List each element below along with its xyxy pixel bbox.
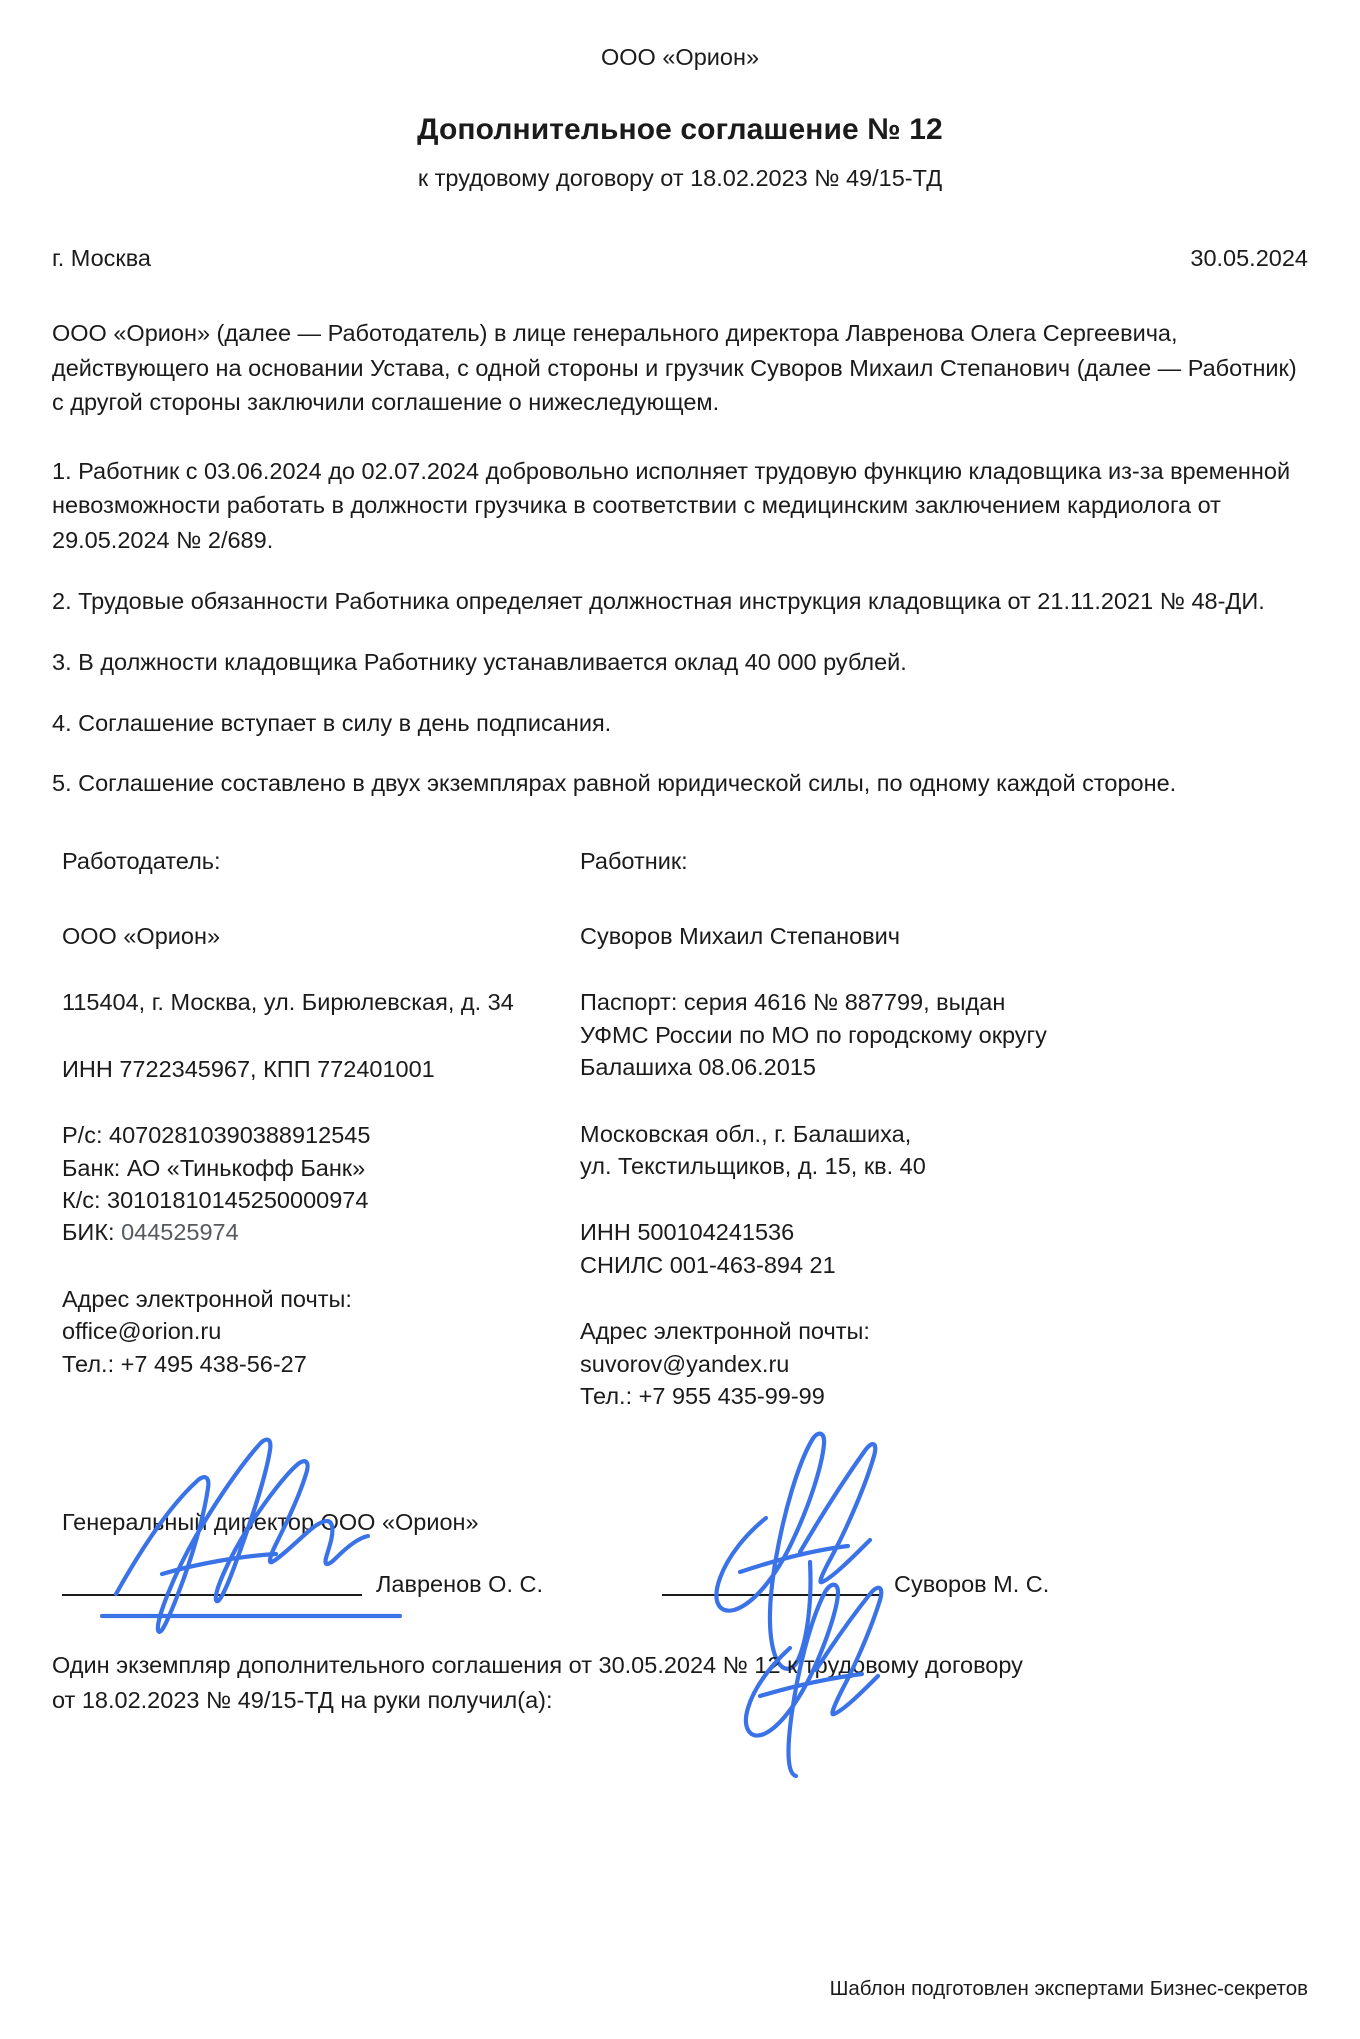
footer-note: Шаблон подготовлен экспертами Бизнес-секретов bbox=[829, 1977, 1308, 2000]
employee-full-name: Суворов Михаил Степанович bbox=[580, 922, 901, 949]
employer-contacts bbox=[62, 1283, 572, 1380]
employee-heading: Работник: bbox=[580, 848, 688, 875]
document-date: 30.05.2024 bbox=[1190, 245, 1308, 272]
employer-requisites-column bbox=[52, 846, 572, 1446]
bank-account-value: 40702810390388912545 bbox=[109, 1122, 371, 1149]
employee-inn: ИНН 500104241536 bbox=[580, 1219, 795, 1246]
corr-account-line bbox=[62, 1184, 572, 1216]
preamble-paragraph: ООО «Орион» (далее — Работодатель) в лице генерального директора Лавренова Олега Сергеевича, действующего на основании Устава, с одной стороны и грузчик Суворов Михаил Степанович (далее — Работник) с другой стороны заключили соглашение о нижеследующем. bbox=[52, 320, 1297, 415]
receipt-paragraph bbox=[52, 1648, 1308, 1717]
employee-requisites-column bbox=[572, 846, 1212, 1446]
passport-line-1: Паспорт: серия 4616 № 887799, выдан bbox=[580, 989, 1006, 1016]
bank-name-value: АО «Тинькофф Банк» bbox=[126, 1154, 366, 1181]
employee-ids bbox=[580, 1216, 1212, 1281]
clause-3: 3. В должности кладовщика Работнику устанавливается оклад 40 000 рублей. bbox=[52, 649, 907, 676]
employee-signature-slot[interactable] bbox=[662, 1564, 1049, 1596]
clause-4: 4. Соглашение вступает в силу в день подписания. bbox=[52, 709, 612, 736]
employer-tax-ids: ИНН 7722345967, КПП 772401001 bbox=[62, 1055, 435, 1082]
employee-signature-ink-icon bbox=[680, 1422, 930, 1682]
employee-address-line-1: Московская обл., г. Балашиха, bbox=[580, 1120, 912, 1147]
employee-signature-line[interactable] bbox=[662, 1564, 880, 1596]
employer-bank-details bbox=[62, 1119, 572, 1249]
employer-address: 115404, г. Москва, ул. Бирюлевская, д. 34 bbox=[62, 989, 514, 1016]
employee-snils: СНИЛС 001-463-894 21 bbox=[580, 1251, 836, 1278]
bank-account-line bbox=[62, 1119, 572, 1151]
employee-address bbox=[580, 1118, 1212, 1183]
employee-email-value: suvorov@yandex.ru bbox=[580, 1350, 790, 1377]
requisites-section bbox=[52, 846, 1308, 1446]
document-subtitle: к трудовому договору от 18.02.2023 № 49/15-ТД bbox=[417, 164, 943, 191]
employee-passport bbox=[580, 986, 1212, 1083]
clause-5: 5. Соглашение составлено в двух экземплярах равной юридической силы, по одному каждой стороне. bbox=[52, 769, 1177, 796]
place-and-date-row bbox=[52, 245, 1308, 272]
employer-email-value: office@orion.ru bbox=[62, 1318, 222, 1345]
receipt-line-1: Один экземпляр дополнительного соглашения от 30.05.2024 № 12 к трудовому договору bbox=[52, 1652, 1023, 1679]
signature-section bbox=[52, 1507, 1308, 1597]
employer-signature-slot[interactable] bbox=[62, 1564, 662, 1596]
corr-account-value: 30101810145250000974 bbox=[107, 1187, 369, 1214]
employer-signer-name: Лавренов О. С. bbox=[376, 1570, 544, 1597]
clause-2: 2. Трудовые обязанности Работника определяет должностная инструкция кладовщика от 21.11.2021 № 48-ДИ. bbox=[52, 588, 1265, 615]
bank-name-line bbox=[62, 1152, 572, 1184]
bank-account-label: Р/с: bbox=[62, 1122, 103, 1149]
receipt-line-2: от 18.02.2023 № 49/15-ТД на руки получил(а): bbox=[52, 1686, 553, 1713]
employer-name: ООО «Орион» bbox=[62, 922, 221, 949]
bic-value: 044525974 bbox=[121, 1219, 239, 1246]
city-label: г. Москва bbox=[52, 245, 151, 272]
page-title: Дополнительное соглашение № 12 bbox=[417, 112, 943, 146]
bank-name-label: Банк: bbox=[62, 1154, 121, 1181]
employer-heading: Работодатель: bbox=[62, 848, 221, 875]
passport-line-3: Балашиха 08.06.2015 bbox=[580, 1054, 816, 1081]
signature-row bbox=[62, 1564, 1308, 1596]
organization-name: ООО «Орион» bbox=[600, 44, 760, 70]
employee-contacts bbox=[580, 1315, 1212, 1412]
bic-label: БИК: bbox=[62, 1219, 115, 1246]
employee-address-line-2: ул. Текстильщиков, д. 15, кв. 40 bbox=[580, 1153, 926, 1180]
employee-signer-name: Суворов М. С. bbox=[894, 1570, 1050, 1597]
bic-line bbox=[62, 1216, 572, 1248]
clause-1: 1. Работник с 03.06.2024 до 02.07.2024 добровольно исполняет трудовую функцию кладовщика из-за временной невозможности работать в должности грузчика в соответствии с медицинским заключением кардиолога от 29.05.2024 № 2/689. bbox=[52, 458, 1291, 553]
employer-phone: Тел.: +7 495 438-56-27 bbox=[62, 1350, 307, 1377]
employee-email-label: Адрес электронной почты: bbox=[580, 1318, 870, 1345]
signer-role: Генеральный директор ООО «Орион» bbox=[62, 1508, 479, 1535]
employer-email-label: Адрес электронной почты: bbox=[62, 1285, 352, 1312]
employer-signature-line[interactable] bbox=[62, 1564, 362, 1596]
corr-account-label: К/с: bbox=[62, 1187, 101, 1214]
employee-phone: Тел.: +7 955 435-99-99 bbox=[580, 1383, 825, 1410]
passport-line-2: УФМС России по МО по городскому округу bbox=[580, 1021, 1047, 1048]
